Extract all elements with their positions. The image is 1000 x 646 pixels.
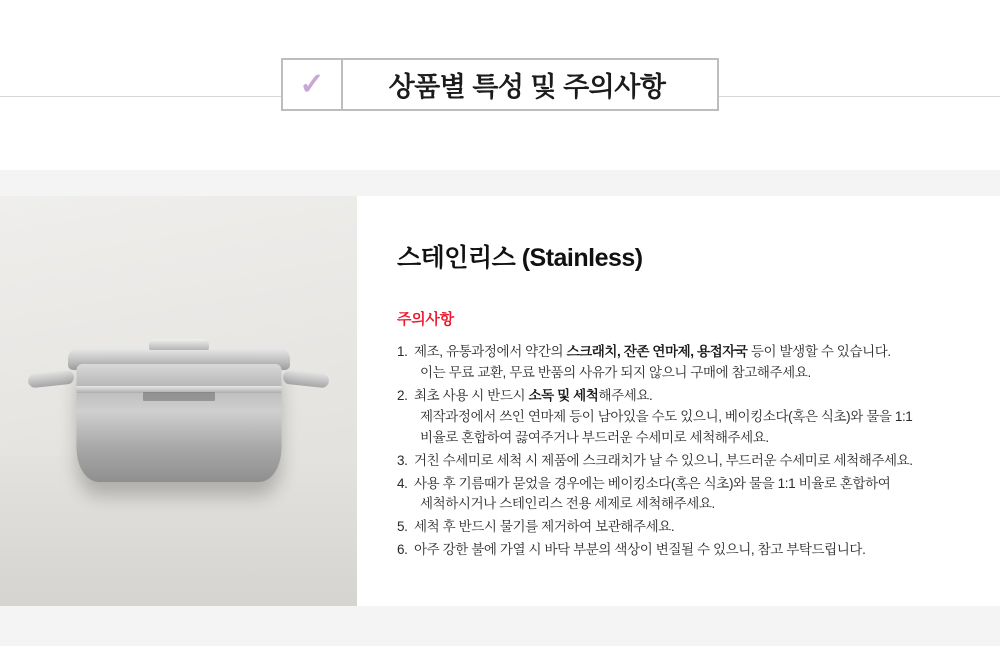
note-line: 제조, 유통과정에서 약간의 스크래치, 잔존 연마제, 용접자국 등이 발생할 수 있습니다. [414,344,891,359]
note-text [414,342,956,384]
note-number: 1. [397,344,408,359]
note-text [414,451,956,472]
caution-heading: 주의사항 [397,311,454,328]
note-line: 이는 무료 교환, 무료 반품의 사유가 되지 않으니 구매에 참고해주세요. [420,364,811,380]
page-title: 상품별 특성 및 주의사항 [388,72,666,102]
header-title-box [281,58,719,111]
content-area [0,170,1000,646]
product-info [357,196,1000,606]
note-number: 2. [397,387,408,403]
note-text [414,474,956,516]
note-number: 6. [397,542,408,558]
note-line: 최초 사용 시 반드시 소독 및 세척해주세요. [414,387,653,403]
note-line: 제작과정에서 쓰인 연마제 등이 남아있을 수도 있으니, 베이킹소다(혹은 식초)와 물을 1:1 [420,408,913,424]
pot-handle-left-icon [27,370,74,389]
note-line: 아주 강한 불에 가열 시 바닥 부분의 색상이 변질될 수 있으니, 참고 부탁드립니다. [414,542,866,558]
check-icon: ✓ [299,67,325,101]
pot-body-icon [76,364,281,482]
pot-label-icon [143,392,215,401]
caution-note-item [397,386,956,449]
header-banner [0,0,1000,170]
caution-note-item [397,342,956,384]
note-number: 4. [397,475,408,491]
caution-note-item [397,517,956,538]
material-title: 스테인리스 (Stainless) [397,244,643,272]
note-text [414,517,956,538]
note-emphasis: 스크래치, 잔존 연마제, 용접자국 [566,344,748,359]
caution-note-item [397,451,956,472]
note-line: 비율로 혼합하여 끓여주거나 부드러운 수세미로 세척해주세요. [420,429,769,445]
product-card [0,196,1000,606]
note-line: 거친 수세미로 세척 시 제품에 스크래치가 날 수 있으니, 부드러운 수세미로 세척해주세요. [414,452,913,468]
pot-lid-knob-icon [149,339,209,350]
product-image [0,196,357,606]
note-text [414,540,956,561]
caution-note-list [397,342,956,561]
note-emphasis: 소독 및 세척 [528,387,599,403]
note-line: 사용 후 기름때가 묻었을 경우에는 베이킹소다(혹은 식초)와 물을 1:1 비율로 혼합하여 [414,475,891,491]
note-line: 세척 후 반드시 물기를 제거하여 보관해주세요. [414,519,675,535]
note-text [414,386,956,449]
caution-note-item [397,474,956,516]
note-number: 3. [397,452,408,468]
note-number: 5. [397,519,408,535]
caution-note-item [397,540,956,561]
pot-handle-right-icon [282,370,329,389]
note-line: 세척하시거나 스테인리스 전용 세제로 세척해주세요. [420,496,715,512]
